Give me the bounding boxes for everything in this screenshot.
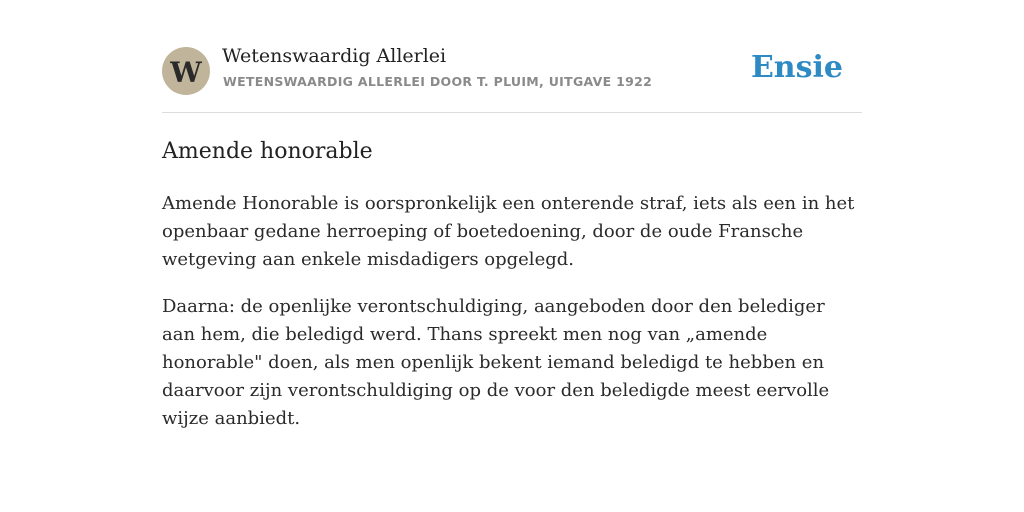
entry-paragraph: Amende Honorable is oorspronkelijk een onterende straf, iets als een in het openbaar gedane herroeping of boetedoening, door de oude Fransche wetgeving aan enkele misdadigers opgelegd. — [162, 193, 855, 270]
entry-header — [162, 0, 862, 113]
entry-body — [162, 190, 862, 452]
ensie-logo-link[interactable]: Ensie — [750, 50, 843, 85]
source-avatar[interactable] — [162, 47, 210, 95]
entry-card — [162, 0, 862, 429]
entry-paragraph: Daarna: de openlijke verontschuldiging, aangeboden door den belediger aan hem, die beledigd werd. Thans spreekt men nog van „amende honorable" doen, als men openlijk bekent iemand beledigd te hebben en daarvoor zijn verontschuldiging op de voor den beledigde meest eervolle wijze aanbiedt. — [162, 296, 830, 429]
source-subtitle: WETENSWAARDIG ALLERLEI DOOR T. PLUIM, UITGAVE 1922 — [223, 74, 653, 89]
source-name[interactable]: Wetenswaardig Allerlei — [222, 45, 447, 67]
entry-title: Amende honorable — [162, 139, 373, 164]
avatar-letter: W — [170, 55, 202, 89]
